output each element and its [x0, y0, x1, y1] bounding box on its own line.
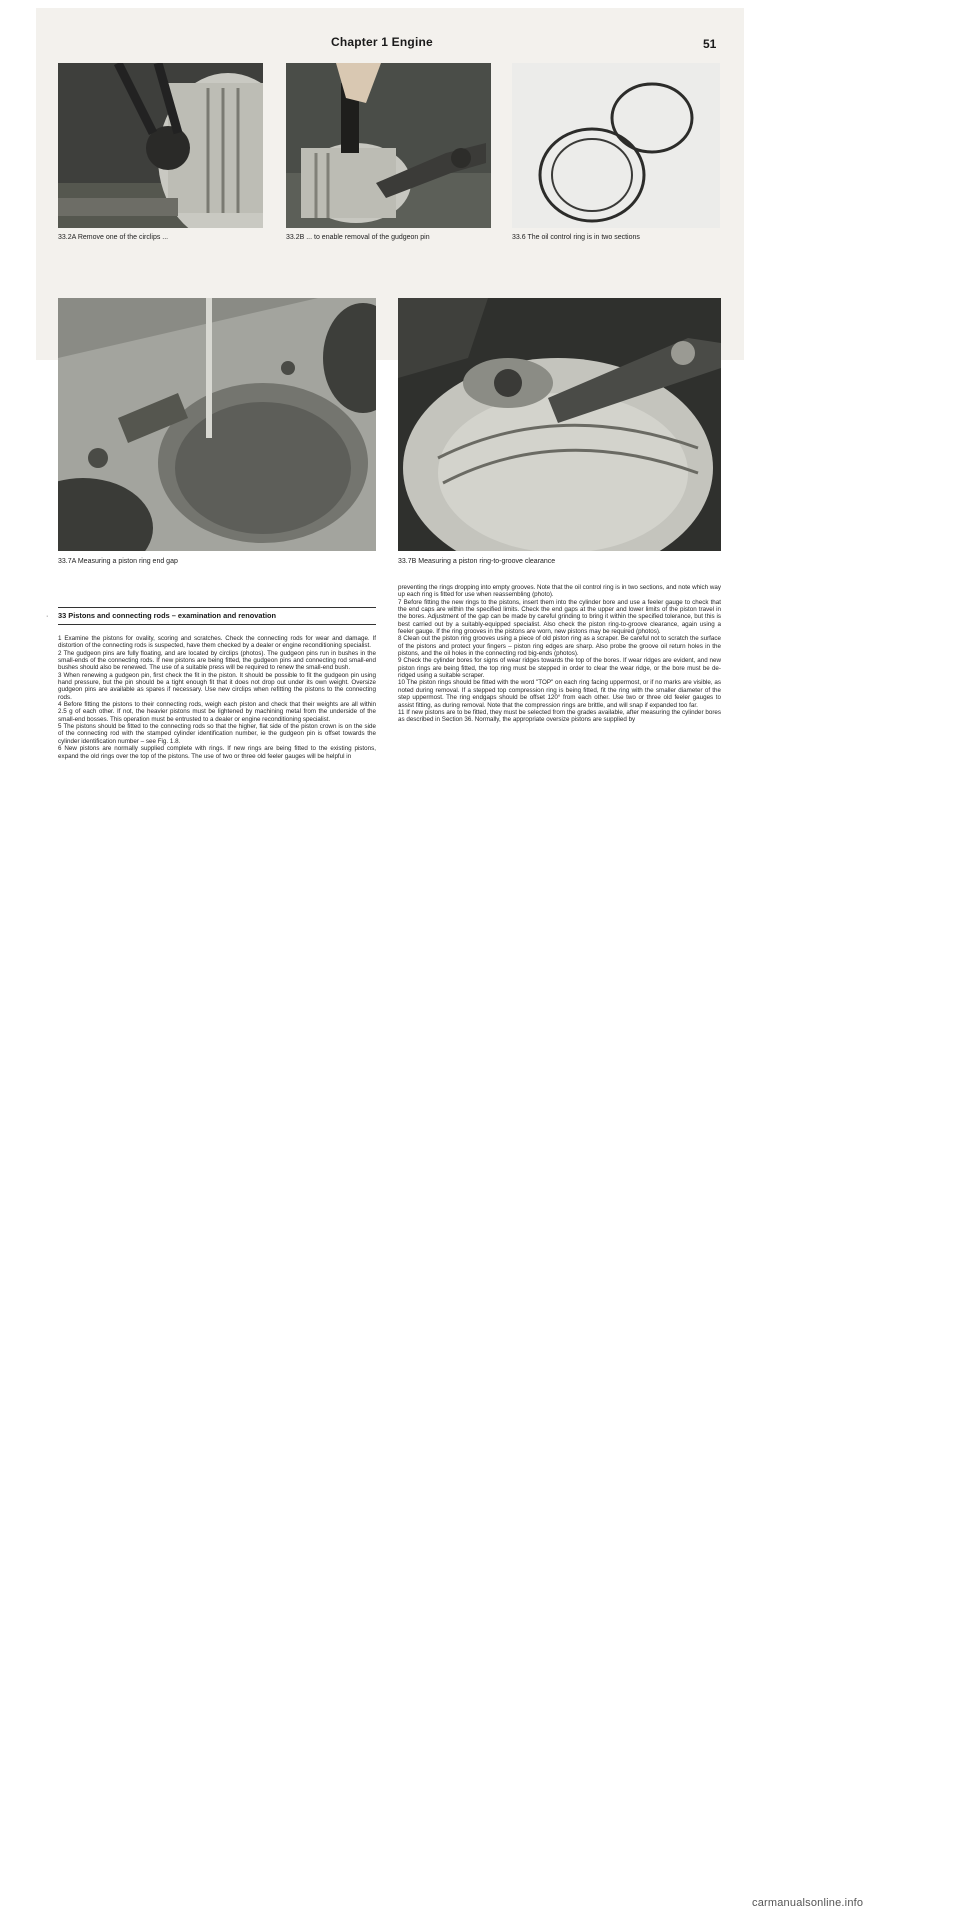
paragraph: 7 Before fitting the new rings to the pistons, insert them into the cylinder bore and use a feeler gauge to check that the end caps are within the specified limits. Check the end gaps at the upper and lower limits of the piston travel in the bores. Adjustment of the gap can be made by careful grinding to bring it within the specified tolerance, but this is best carried out by a suitably-equipped specialist. Also check the piston ring-to-groove clearance, again using a feeler gauge. If the ring grooves in the pistons are worn, new pistons may be required (photos). — [398, 598, 721, 636]
paragraph: 8 Clean out the piston ring grooves using a piece of old piston ring as a scraper. Be careful not to scratch the surface of the pistons and protect your fingers – piston ring edges are sharp. Also probe the groove oil return holes in the pistons, and the oil holes in the connecting rod big-ends (photos). — [398, 635, 721, 658]
page-number: 51 — [703, 37, 717, 51]
section-heading: 33 Pistons and connecting rods – examination and renovation — [58, 607, 376, 625]
photo-caption: 33.2B ... to enable removal of the gudgeon pin — [286, 234, 430, 241]
photo-caption: 33.7B Measuring a piston ring-to-groove clearance — [398, 558, 556, 565]
paragraph: 1 Examine the pistons for ovality, scoring and scratches. Check the connecting rods for wear and damage. If distortion of the connecting rods is suspected, have them checked by a dealer or engine reconditioning specialist. — [58, 635, 376, 650]
photo-ring-groove-clearance — [398, 298, 721, 551]
margin-mark: · — [46, 613, 49, 620]
paragraph: 5 The pistons should be fitted to the connecting rods so that the higher, flat side of the piston crown is on the side of the connecting rod with the stamped cylinder identification number, ie the gudgeon pin is offset towards the cylinder identification number – see Fig. 1.8. — [58, 723, 376, 745]
photo-caption: 33.6 The oil control ring is in two sections — [512, 234, 640, 241]
left-text-column — [58, 635, 376, 760]
photo-circlip-removal — [58, 63, 263, 228]
paragraph: preventing the rings dropping into empty grooves. Note that the oil control ring is in two sections, and note which way up each ring is fitted for use when reassembling (photo). — [398, 584, 721, 599]
photo-ring-end-gap — [58, 298, 376, 551]
photo-caption: 33.2A Remove one of the circlips ... — [58, 234, 169, 241]
paragraph: 6 New pistons are normally supplied complete with rings. If new rings are being fitted to the existing pistons, expand the old rings over the top of the pistons. The use of two or three old feeler gauges will be helpful in — [58, 745, 376, 760]
paragraph: 11 If new pistons are to be fitted, they must be selected from the grades available, after measuring the cylinder bores as described in Section 36. Normally, the appropriate oversize pistons are supplied by — [398, 708, 721, 724]
paragraph: 10 The piston rings should be fitted with the word "TOP" on each ring facing uppermost, or if no marks are visible, as noted during removal. If a stepped top compression ring is being fitted, fit the ring with the smaller diameter of the step uppermost. The ring endgaps should be offset 120° from each other. Use two or three old feeler gauges to assist fitting, as during removal. Note that the compression rings are brittle, and will snap if expanded too far. — [398, 679, 721, 709]
chapter-title: Chapter 1 Engine — [331, 35, 433, 49]
photo-oil-control-ring — [512, 63, 720, 228]
paragraph: 9 Check the cylinder bores for signs of wear ridges towards the top of the bores. If wear ridges are evident, and new piston rings are being fitted, the top ring must be stepped in order to clear the wear ridge, or the bore must be de-ridged using a suitable scraper. — [398, 657, 721, 680]
photo-gudgeon-pin-removal — [286, 63, 491, 228]
photo-caption: 33.7A Measuring a piston ring end gap — [58, 558, 178, 565]
watermark-link[interactable]: carmanualsonline.info — [752, 1897, 864, 1909]
paragraph: 3 When renewing a gudgeon pin, first check the fit in the piston. It should be possible to fit the gudgeon pin using hand pressure, but the pin should be a tight enough fit that it does not drop out under its own weight. Oversize gudgeon pins are available as spares if necessary. Use new circlips when refitting the pistons to the connecting rods. — [58, 671, 376, 701]
paragraph: 2 The gudgeon pins are fully floating, and are located by circlips (photos). The gudgeon pins run in bushes in the small-ends of the connecting rods. If new pistons are being fitted, the gudgeon pins and connecting rod small-end bushes should also be renewed. The use of a suitable press will be required to renew the small-end bush. — [58, 649, 376, 672]
paragraph: 4 Before fitting the pistons to their connecting rods, weigh each piston and check that their weights are all within 2.5 g of each other. If not, the heavier pistons must be lightened by machining metal from the underside of the small-end bosses. This operation must be entrusted to a dealer or engine reconditioning specialist. — [58, 701, 376, 723]
right-text-column — [398, 584, 721, 724]
